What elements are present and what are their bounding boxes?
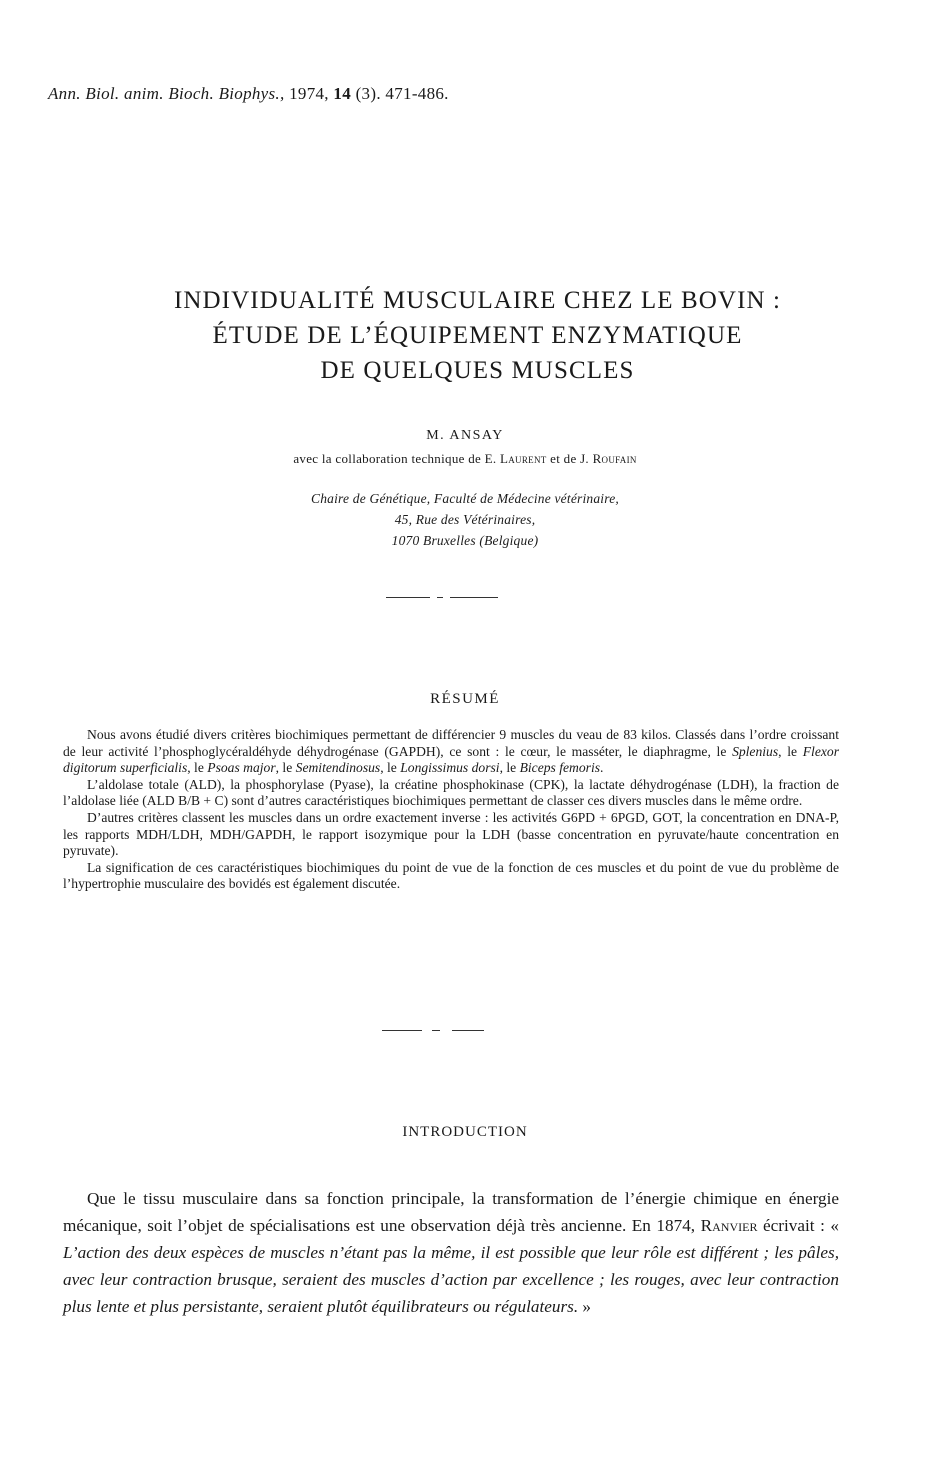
abstract bbox=[63, 727, 839, 893]
separator-dash bbox=[386, 597, 430, 598]
collaboration-prefix: avec la collaboration technique de E. bbox=[293, 451, 497, 466]
muscle-name: Psoas major bbox=[207, 760, 276, 776]
collaborator-1: Laurent bbox=[500, 451, 547, 466]
abstract-paragraph-1: Nous avons étudié divers critères biochimiques permettant de différencier 9 muscles du veau de 83 kilos. Classés dans l’ordre croissant de leur activité l’phosphoglycéraldéhyde déhydrogénase (GAPDH), ce sont : le cœur, le masséter, le diaphragme, le Splenius, le Flexor digitorum superficialis, le Psoas major, le Semitendinosus, le Longissimus dorsi, le Biceps femoris. bbox=[63, 727, 839, 776]
separator-dash bbox=[450, 597, 498, 598]
title-line-3: DE QUELQUES MUSCLES bbox=[320, 357, 635, 384]
affiliation-line-2: 45, Rue des Vétérinaires, bbox=[394, 512, 536, 527]
abstract-paragraph-4: La signification de ces caractéristiques biochimiques du point de vue de la fonction de ces muscles et du point de vue du problème de l’hypertrophie musculaire des bovidés est également discutée. bbox=[63, 859, 839, 892]
abstract-paragraph-3: D’autres critères classent les muscles dans un ordre exactement inverse : les activités G6PD + 6PGD, GOT, la concentration en DNA-P, les rapports MDH/LDH, MDH/GAPDH, le rapport isozymique pour la LDH (basse concentration en pyruvate/haute concentration en pyruvate). bbox=[63, 809, 839, 859]
paper-title bbox=[0, 283, 930, 388]
collaborator-2: Roufain bbox=[592, 451, 637, 466]
separator-dash bbox=[382, 1030, 422, 1031]
muscle-name: Semitendinosus bbox=[295, 760, 381, 776]
ranvier-quote: L’action des deux espèces de muscles n’étant pas la même, il est possible que leur rôle est différent ; les pâles, avec leur contraction brusque, seraient des muscles d’action par excellence ; les rouges, avec leur contraction plus lente et plus persistante, seraient plutôt équilibrateurs ou régulateurs. bbox=[63, 1243, 839, 1316]
muscle-name: Splenius bbox=[732, 743, 779, 759]
title-line-2: ÉTUDE DE L’ÉQUIPEMENT ENZYMATIQUE bbox=[212, 322, 743, 349]
muscle-name: Longissimus dorsi bbox=[400, 760, 500, 776]
separator-dot bbox=[432, 1030, 440, 1031]
citation-volume: 14 bbox=[333, 84, 352, 103]
title-line-1: INDIVIDUALITÉ MUSCULAIRE CHEZ LE BOVIN : bbox=[173, 287, 782, 314]
affiliation bbox=[0, 488, 930, 551]
journal-citation bbox=[48, 84, 449, 104]
separator-dash bbox=[452, 1030, 484, 1031]
author-name: M. ANSAY bbox=[426, 428, 504, 443]
introduction-body bbox=[63, 1185, 839, 1320]
citation-journal: Ann. Biol. anim. Bioch. Biophys., bbox=[48, 84, 285, 103]
citation-year: 1974, bbox=[289, 84, 329, 103]
affiliation-line-3: 1070 Bruxelles (Belgique) bbox=[391, 533, 539, 548]
citation-issue-pages: (3). 471-486. bbox=[355, 84, 449, 103]
collaboration-line bbox=[0, 451, 930, 467]
separator-dot bbox=[437, 597, 443, 598]
resume-heading: RÉSUMÉ bbox=[430, 691, 500, 707]
introduction-paragraph: Que le tissu musculaire dans sa fonction principale, la transformation de l’énergie chimique en énergie mécanique, soit l’objet de spécialisations est une observation déjà très ancienne. En 1874, Ranvier écrivait : « L’action des deux espèces de muscles n’étant pas la même, il est possible que leur rôle est différent ; les pâles, avec leur contraction brusque, seraient des muscles d’action par excellence ; les rouges, avec leur contraction plus lente et plus persistante, seraient plutôt équilibrateurs ou régulateurs. » bbox=[63, 1189, 839, 1316]
cited-author: Ranvier bbox=[700, 1216, 758, 1235]
abstract-paragraph-2: L’aldolase totale (ALD), la phosphorylase (Pyase), la créatine phosphokinase (CPK), la lactate déhydrogénase (LDH), la fraction de l’aldolase liée (ALD B/B + C) sont d’autres caractéristiques biochimiques permettant de classer ces divers muscles dans le même ordre. bbox=[63, 776, 839, 809]
muscle-name: Flexor digitorum superficialis bbox=[63, 743, 839, 776]
introduction-heading: INTRODUCTION bbox=[402, 1124, 528, 1140]
muscle-name: Biceps femoris bbox=[519, 760, 601, 776]
affiliation-line-1: Chaire de Génétique, Faculté de Médecine vétérinaire, bbox=[311, 491, 619, 506]
collaboration-middle: et de J. bbox=[550, 451, 589, 466]
